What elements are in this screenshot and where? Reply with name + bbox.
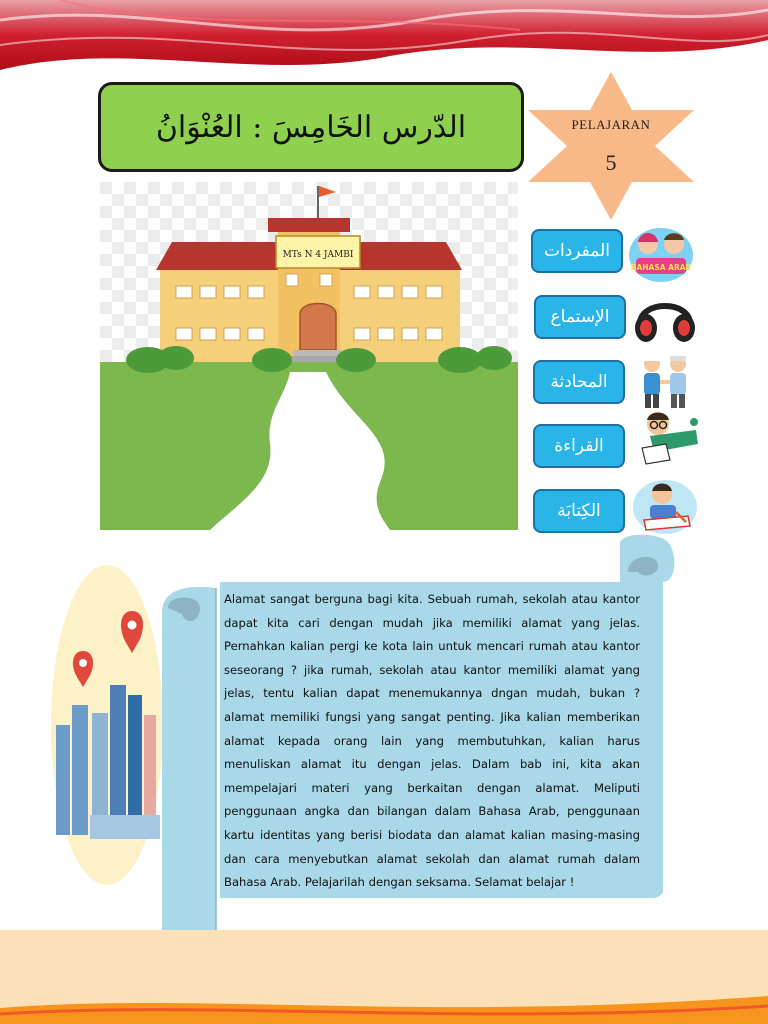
footer-wave-decoration (0, 930, 768, 1024)
header-wave-decoration (0, 0, 768, 78)
bahasa-arab-badge-text: BAHASA ARAB (630, 263, 692, 272)
menu-conversation-label: المحادثة (550, 372, 608, 392)
menu-conversation-button[interactable] (533, 360, 625, 404)
intro-paragraph: Alamat sangat berguna bagi kita. Sebuah rumah, sekolah atau kantor dapat kita cari dengan mudah jika memiliki alamat yang jelas. Pernahkan kalian pergi ke kota lain untuk mencari rumah atau kantor seseorang ? jika rumah, sekolah atau kantor memiliki alamat yang jelas, tentu kalian dapat menemukannya dngan mudah, bukan ? alamat memiliki fungsi yang sangat penting. Jika kalian memberikan alamat kepada orang lain yang membutuhkan, kalian harus menuliskan alamat itu dengan jelas. Dalam bab ini, kita akan mempelajari materi yang berkaitan dengan alamat. Meliputi penggunaan angka dan bilangan dalam Bahasa Arab, penggunaan kartu identitas yang berisi biodata dan alamat kalian masing-masing dan cara menyebutkan alamat sekolah dan alamat rumah dalam Bahasa Arab. Pelajarilah dengan seksama. Selamat belajar ! (224, 592, 640, 890)
menu-writing-button[interactable] (533, 489, 625, 533)
reading-icon (636, 408, 702, 466)
lesson-badge-number: 5 (605, 150, 617, 175)
menu-reading-label: القراءة (554, 436, 604, 456)
school-building-illustration (100, 182, 518, 530)
menu-reading-button[interactable] (533, 424, 625, 468)
bahasa-arab-kids-icon (628, 226, 694, 284)
menu-vocabulary-label: المفردات (544, 241, 611, 261)
conversation-icon (632, 352, 698, 410)
lesson-star-badge (526, 70, 696, 222)
writing-icon (632, 478, 698, 536)
lesson-badge-label: PELAJARAN (571, 117, 651, 132)
headphones-icon (632, 290, 698, 348)
menu-vocabulary-button[interactable] (531, 229, 623, 273)
lesson-title-banner (98, 82, 524, 172)
menu-listening-label: الإستماع (550, 307, 610, 327)
menu-writing-label: الكِتابَة (557, 501, 601, 521)
school-sign-text: MTs N 4 JAMBI (282, 250, 354, 260)
lesson-title: الدّرس الخَامِسَ : العُنْوَانُ (155, 109, 467, 145)
city-illustration (50, 555, 165, 885)
menu-listening-button[interactable] (534, 295, 626, 339)
